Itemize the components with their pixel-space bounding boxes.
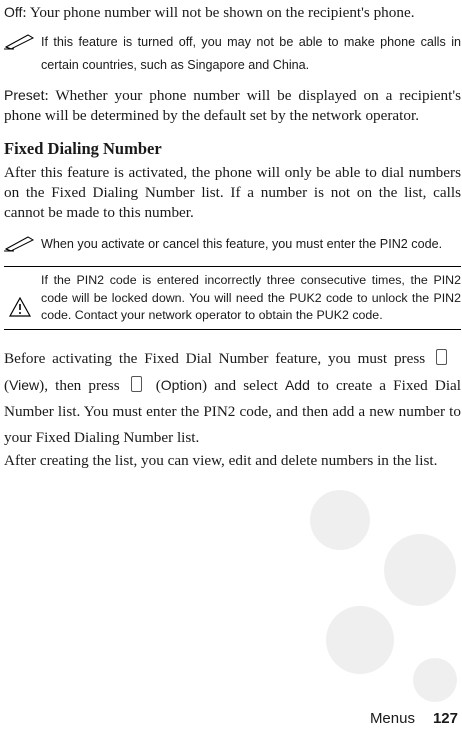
watermark-pattern xyxy=(300,480,462,710)
fdn-instructions: Before activating the Fixed Dial Number feature, you must press (View), then press (Option) and select Add to create a Fixed Dial Number list. You must enter the PIN2 code, and then add a new number to your Fixed Dialing Number list. xyxy=(4,349,462,446)
fdn-list-paragraph: After creating the list, you can view, edit and delete numbers in the list. xyxy=(4,451,438,469)
note-turned-off-text: If this feature is turned off, you may not be able to make phone calls in certain countries, such as Singapore and China. xyxy=(41,35,461,72)
section-title: Fixed Dialing Number xyxy=(4,139,162,158)
note-pin2-text: When you activate or cancel this feature, you must enter the PIN2 code. xyxy=(41,237,443,251)
preset-paragraph xyxy=(4,85,461,126)
warning-box xyxy=(4,266,461,330)
instructions-part-c: ) and select xyxy=(202,376,278,394)
instructions-part-b: ), then press xyxy=(39,376,120,394)
page-footer xyxy=(370,710,458,727)
note-turned-off xyxy=(4,31,461,77)
warning-triangle-icon xyxy=(9,297,31,317)
footer-section: Menus xyxy=(369,710,415,727)
instructions-part-a: Before activating the Fixed Dial Number feature, you must press xyxy=(4,349,426,367)
off-text: : Your phone number will not be shown on the recipient's phone. xyxy=(22,4,415,21)
off-term: Off xyxy=(4,4,23,20)
option-term: Option xyxy=(160,376,203,393)
off-paragraph xyxy=(4,2,461,23)
pencil-note-icon xyxy=(4,234,36,252)
warning-text: If the PIN2 code is entered incorrectly three consecutive times, the PIN2 code will be locked down. You will need the PUK2 code to unlock the PIN2 code. Contact your network operator to obtain the PUK2 code. xyxy=(41,273,461,322)
fdn-description: After this feature is activated, the phone will only be able to dial numbers on the Fixed Dialing Number list. If a number is not on the list, calls cannot be made to this number. xyxy=(4,164,461,221)
instructions-part-d: to create a Fixed Dial Number list. You must enter the PIN2 code, and then add a new number to your Fixed Dialing Number list. xyxy=(4,376,462,446)
preset-term: Preset xyxy=(4,87,45,103)
add-term: Add xyxy=(284,376,310,393)
page-content xyxy=(4,0,461,471)
note-pin2 xyxy=(4,233,461,256)
right-softkey-icon xyxy=(131,376,142,392)
view-term: View xyxy=(9,376,40,393)
page-number: 127 xyxy=(432,710,458,727)
pencil-note-icon xyxy=(4,32,36,50)
preset-text: : Whether your phone number will be displayed on a recipient's phone will be determined by the default set by the network operator. xyxy=(4,87,461,124)
left-softkey-icon xyxy=(436,349,447,365)
